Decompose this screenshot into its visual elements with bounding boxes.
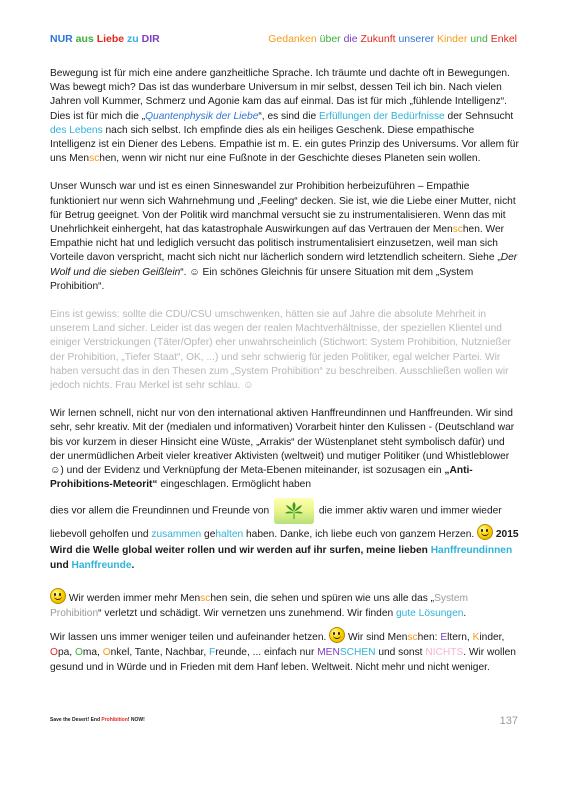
header-word: NUR xyxy=(50,33,73,45)
page-number: 137 xyxy=(499,715,518,727)
text-highlight: Hanffreundinnen xyxy=(430,544,513,556)
header-word: über xyxy=(319,33,341,45)
text: sein, die sehen und spüren wie uns alle das „ xyxy=(227,592,435,604)
initial-letter: O xyxy=(50,646,58,658)
header-left-title xyxy=(50,33,160,45)
header-word: zu xyxy=(127,33,139,45)
footer-slogan xyxy=(50,717,145,723)
paragraph-2 xyxy=(50,180,520,294)
text-highlight: Erfüllungen der Bedürfnisse xyxy=(318,110,445,122)
text: hen xyxy=(210,592,228,604)
text: Save the Desert! End xyxy=(50,717,102,723)
header-word: die xyxy=(343,33,358,45)
text-highlight: sc xyxy=(407,631,418,643)
header-word: Liebe xyxy=(96,33,125,45)
text: hen xyxy=(99,153,117,165)
text: , wenn wir nicht nur eine Fußnote in der Geschichte dieses Planeten sein wollen. xyxy=(116,153,481,165)
text: Wir werden immer mehr xyxy=(66,592,181,604)
text-highlight: hibition xyxy=(65,607,99,619)
text-highlight: Hanffreunde xyxy=(71,560,132,572)
text-highlight: NICHTS xyxy=(425,646,464,658)
text: ge xyxy=(201,529,216,541)
text-highlight: SCHEN xyxy=(339,646,376,658)
initial-letter: O xyxy=(74,646,83,658)
text: reunde, ... einfach nur xyxy=(215,646,318,658)
header-right-title xyxy=(268,33,517,45)
text-highlight: zusammen xyxy=(151,529,202,541)
text: hen xyxy=(462,224,480,236)
header-word: Kinder xyxy=(437,33,468,45)
smiley-icon xyxy=(50,588,66,604)
text-highlight: sc xyxy=(89,153,100,165)
initial-letter: O xyxy=(102,646,111,658)
header-word: Enkel xyxy=(490,33,517,45)
paragraph-6 xyxy=(50,588,520,621)
text-highlight: sc xyxy=(200,592,211,604)
text: nkel, Tante, Nachbar, xyxy=(110,646,209,658)
header-word: Zukunft xyxy=(360,33,396,45)
text: “ verletzt und schädigt. Wir vernetzen uns zunehmend. Wir finden xyxy=(98,607,396,619)
text: : xyxy=(434,631,441,643)
header-word: Gedanken xyxy=(268,33,317,45)
smiley-icon xyxy=(477,524,493,540)
header-word: unserer xyxy=(398,33,435,45)
text-highlight: des Lebens xyxy=(50,124,103,136)
paragraph-7 xyxy=(50,627,520,675)
text: Men xyxy=(180,592,201,604)
text: . Wir wollen gesund und in Würde und in Frieden mit dem Hanf leben. Weltweit. Nicht mehr und nicht weniger. xyxy=(50,646,516,673)
text-bold: „Anti-Prohibitions-Meteorit“ xyxy=(50,465,473,491)
page-body xyxy=(50,67,520,689)
text: . Wer Empathie nicht hat und lediglich versucht das politisch instrumentalisiert einzusetzen, weil man sich Vorteile davon verspricht, macht sich nicht nur lächerlich sondern wird letztendlich scheitern. Siehe „ xyxy=(50,224,505,264)
text: Men xyxy=(432,224,453,236)
text: haben. Danke, ich liebe euch von ganzem Herzen. xyxy=(243,529,478,541)
text: Wir lassen uns immer weniger teilen und aufeinander hetzen. xyxy=(50,631,330,643)
text: Men xyxy=(69,153,90,165)
text: Wir sind xyxy=(345,631,388,643)
initial-letter: K xyxy=(472,631,480,643)
initial-letter: E xyxy=(440,631,448,643)
text-highlight: Quantenphysik der Liebe xyxy=(145,110,259,122)
text: “, es sind die xyxy=(258,110,319,122)
text: ma, xyxy=(82,646,103,658)
text-highlight: System Pro xyxy=(50,592,469,619)
smiley-icon xyxy=(329,627,345,643)
text: inder, xyxy=(479,631,505,643)
paragraph-3-faded: Eins ist gewiss: sollte die CDU/CSU umschwenken, hätten sie auf Jahre die absolute Mehrheit in unserem Land sicher. Leider ist das wegen der realen Machtverhältnisse, der speziellen Klientel und einiger Verstrickungen (Täter/Opfer) eher unwahrscheinlich (Stichwort: System Prohibition, Nutznießer der Prohibition, „Tiefer Staat“, OK, ...) und sehr schwierig für jeden Politiker, egal welcher Partei. Wir haben versucht das in den Thesen zum „System Prohibition“ zu beschreiben. Ausschließen wollen wir jedoch nichts. Frau Merkel ist sehr schlau. ☺ xyxy=(50,309,511,392)
text: und sonst xyxy=(375,646,426,658)
text: Wir lernen schnell, nicht nur von den international aktiven Hanffreundinnen und Hanffreunden. Wir sind sehr, sehr kreativ. Mit der (medialen und informativen) Vorarbeit hinter den Kulissen - (Deutschland war bis vor kurzem in dieser Hinsicht eine Wüste, „Arrakis“ der Wüstenplanet steht symbolisch dafür) und der unermüdlichen Arbeit vieler kreativer Aktivisten (weltweit) und mutiger Politiker (und Whistleblower ☺) und der Evidenz und Verknüpfung der Meta-Ebenen miteinander, ist sozusagen ein xyxy=(50,408,515,477)
text-highlight: MEN xyxy=(317,646,340,658)
text: nach sich selbst. Ich empfinde dies als ein heiliges Geschenk. Diese empathische Intelligenz ist ein Diener des Lebens. Empathie ist m. E. ein gutes Prinzip des Universums. Vor allem für uns xyxy=(50,124,519,165)
text: die immer aktiv waren und immer wieder liebevoll geholfen und xyxy=(50,506,502,541)
text: eingeschlagen. Ermöglicht haben xyxy=(157,479,312,491)
text: ltern, xyxy=(447,631,473,643)
paragraph-5 xyxy=(50,498,520,574)
text-italic: Der Wolf und die sieben Geißlein xyxy=(50,252,518,278)
page-header xyxy=(50,33,517,45)
text-highlight: Prohibition xyxy=(101,717,128,723)
text: dies vor allem die Freundinnen und Freunde von xyxy=(50,506,272,518)
text-bold: . xyxy=(131,560,135,572)
header-word: DIR xyxy=(141,33,160,45)
text: Men xyxy=(387,631,408,643)
text-highlight: gute Lösungen xyxy=(396,607,464,619)
hemp-leaf-image xyxy=(274,498,314,524)
text-bold: und xyxy=(50,560,72,572)
header-word: und xyxy=(470,33,488,45)
text-highlight: halten xyxy=(215,529,244,541)
text-highlight: sc xyxy=(452,224,463,236)
text: pa, xyxy=(57,646,75,658)
text: “. ☺ Ein schönes Gleichnis für unsere Situation mit dem „System Prohibition“. xyxy=(50,266,474,292)
text: . xyxy=(463,607,467,619)
paragraph-4 xyxy=(50,407,520,492)
paragraph-1 xyxy=(50,67,520,166)
header-word: aus xyxy=(75,33,94,45)
text-bold: 2015 Wird die Welle global weiter rollen und wir werden auf ihr surfen, meine lieben xyxy=(50,529,519,556)
text: der Sehnsucht xyxy=(444,110,514,122)
text: Bewegung ist für mich eine andere ganzheitliche Sprache. Ich träumte und dachte oft in Bewegungen. Was bewegt mich? Das ist das wunderbare Universum in mir selbst, dessen Teil ich bin. Nach vielen Jahren voll Kummer, Schmerz und Agonie kam das auf einmal. Das ist für mich „fühlende Intelligenz“. Dies ist für mich die „ xyxy=(50,68,510,122)
text: ! NOW! xyxy=(127,717,145,723)
text: hen xyxy=(417,631,435,643)
initial-letter: F xyxy=(209,646,216,658)
text: Unser Wunsch war und ist es einen Sinneswandel zur Prohibition herbeizuführen – Empathie funktioniert nur wenn sich Wahrnehmung und „Feeling“ decken. Sie ist, wie die Liebe einer Mutter, nicht für Betrug geeignet. Von der Politik wird manchmal versucht sie zu instrumentalisieren. Wenn das mit Unehrlichkeit einhergeht, hat das katastrophale Auswirkungen auf das Vertrauen der xyxy=(50,181,516,236)
